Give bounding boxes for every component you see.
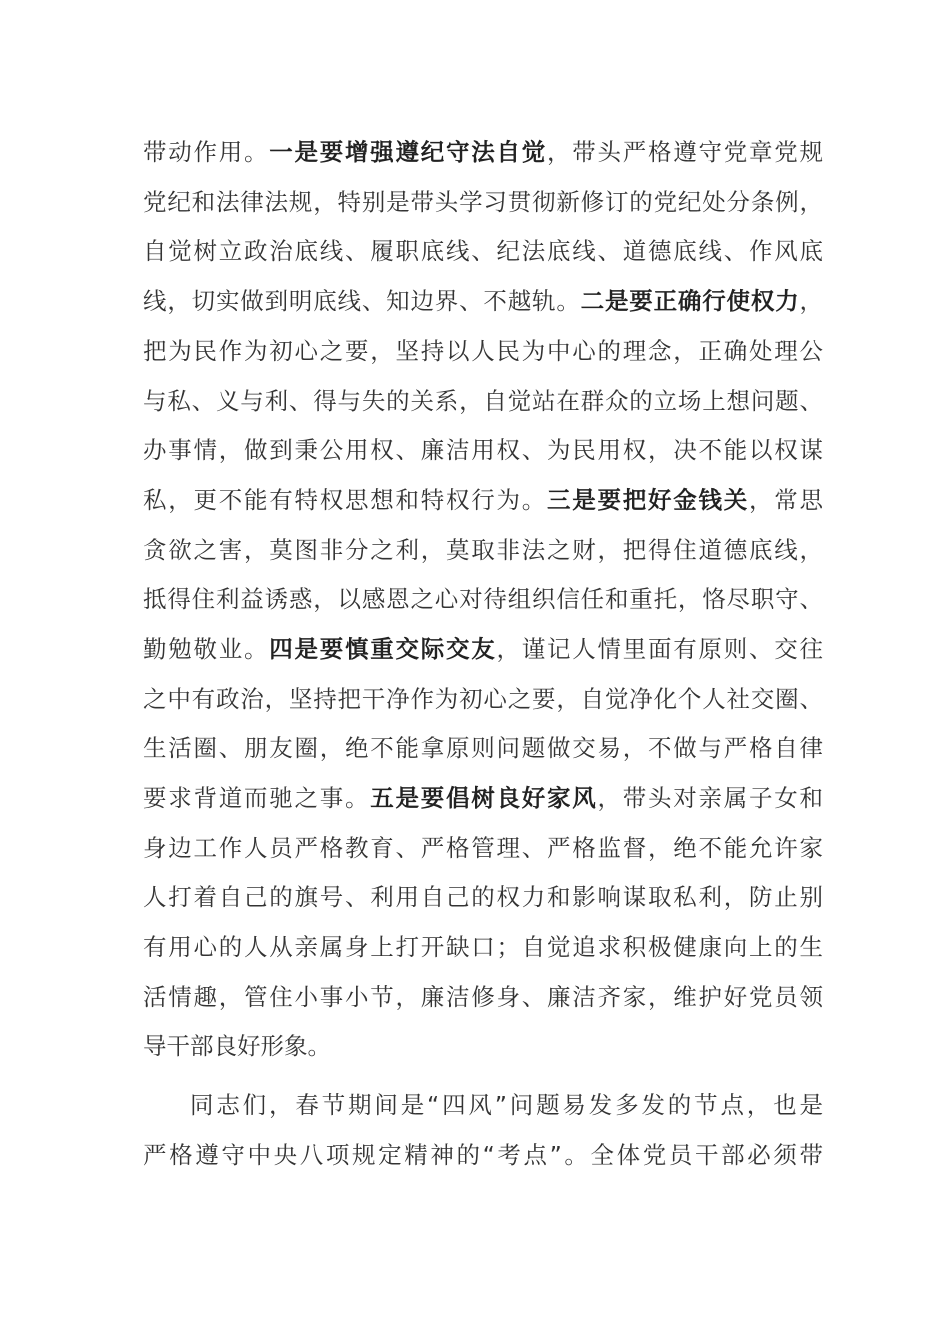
text-line	[143, 432, 823, 468]
text-line	[143, 581, 823, 617]
text-run: ，谨记人情里面有原则、交往	[496, 635, 823, 663]
text-run: 严格遵守中央八项规定精神的“考点”。全体党员干部必须带	[143, 1141, 823, 1169]
text-run: 要求背道而驰之事。	[143, 784, 371, 812]
text-run: 导干部良好形象。	[143, 1032, 331, 1060]
text-run: 自觉树立政治底线、履职底线、纪法底线、道德底线、作风底	[143, 237, 823, 265]
text-line	[143, 134, 823, 170]
bold-heading-run: 三是要把好金钱关	[547, 486, 749, 514]
text-run: 贪欲之害，莫图非分之利，莫取非法之财，把得住道德底线，	[143, 536, 823, 564]
text-line	[143, 929, 823, 965]
paragraph-first-line	[143, 1087, 823, 1123]
text-line	[143, 233, 823, 269]
text-run: ，带头对亲属子女和	[597, 784, 823, 812]
text-run: 与私、义与利、得与失的关系，自觉站在群众的立场上想问题、	[143, 387, 823, 415]
text-run: 活情趣，管住小事小节，廉洁修身、廉洁齐家，维护好党员领	[143, 983, 823, 1011]
text-run: 带动作用。	[143, 138, 270, 166]
text-line	[143, 730, 823, 766]
text-line	[143, 681, 823, 717]
text-run: ，常思	[749, 486, 823, 514]
text-run: ，带头严格遵守党章党规	[547, 138, 823, 166]
text-line	[143, 532, 823, 568]
text-run: 生活圈、朋友圈，绝不能拿原则问题做交易，不做与严格自律	[143, 734, 823, 762]
text-run: 身边工作人员严格教育、严格管理、严格监督，绝不能允许家	[143, 834, 823, 862]
text-line	[143, 333, 823, 369]
bold-heading-run: 二是要正确行使权力	[580, 287, 800, 315]
text-line	[143, 283, 823, 319]
text-run: 人打着自己的旗号、利用自己的权力和影响谋取私利，防止别	[143, 883, 823, 911]
text-line	[143, 184, 823, 220]
text-line	[143, 482, 823, 518]
bold-heading-run: 一是要增强遵纪守法自觉	[269, 138, 547, 166]
text-run: ，	[799, 287, 824, 315]
bold-heading-run: 五是要倡树良好家风	[370, 784, 598, 812]
text-run: 之中有政治，坚持把干净作为初心之要，自觉净化个人社交圈、	[143, 685, 823, 713]
text-run: 同志们，春节期间是“四风”问题易发多发的节点，也是	[190, 1091, 823, 1119]
text-line	[143, 879, 823, 915]
text-run: 有用心的人从亲属身上打开缺口；自觉追求积极健康向上的生	[143, 933, 823, 961]
text-run: 勤勉敬业。	[143, 635, 270, 663]
text-line	[143, 830, 823, 866]
text-line	[143, 383, 823, 419]
text-run: 抵得住利益诱惑，以感恩之心对待组织信任和重托，恪尽职守、	[143, 585, 823, 613]
text-run: 党纪和法律法规，特别是带头学习贯彻新修订的党纪处分条例，	[143, 188, 823, 216]
text-line	[143, 1137, 823, 1173]
bold-heading-run: 四是要慎重交际交友	[269, 635, 497, 663]
text-run: 把为民作为初心之要，坚持以人民为中心的理念，正确处理公	[143, 337, 823, 365]
text-run: 私，更不能有特权思想和特权行为。	[143, 486, 547, 514]
text-line	[143, 1028, 823, 1064]
text-run: 线，切实做到明底线、知边界、不越轨。	[143, 287, 581, 315]
text-line	[143, 979, 823, 1015]
text-line	[143, 631, 823, 667]
text-run: 办事情，做到秉公用权、廉洁用权、为民用权，决不能以权谋	[143, 436, 823, 464]
text-line	[143, 780, 823, 816]
